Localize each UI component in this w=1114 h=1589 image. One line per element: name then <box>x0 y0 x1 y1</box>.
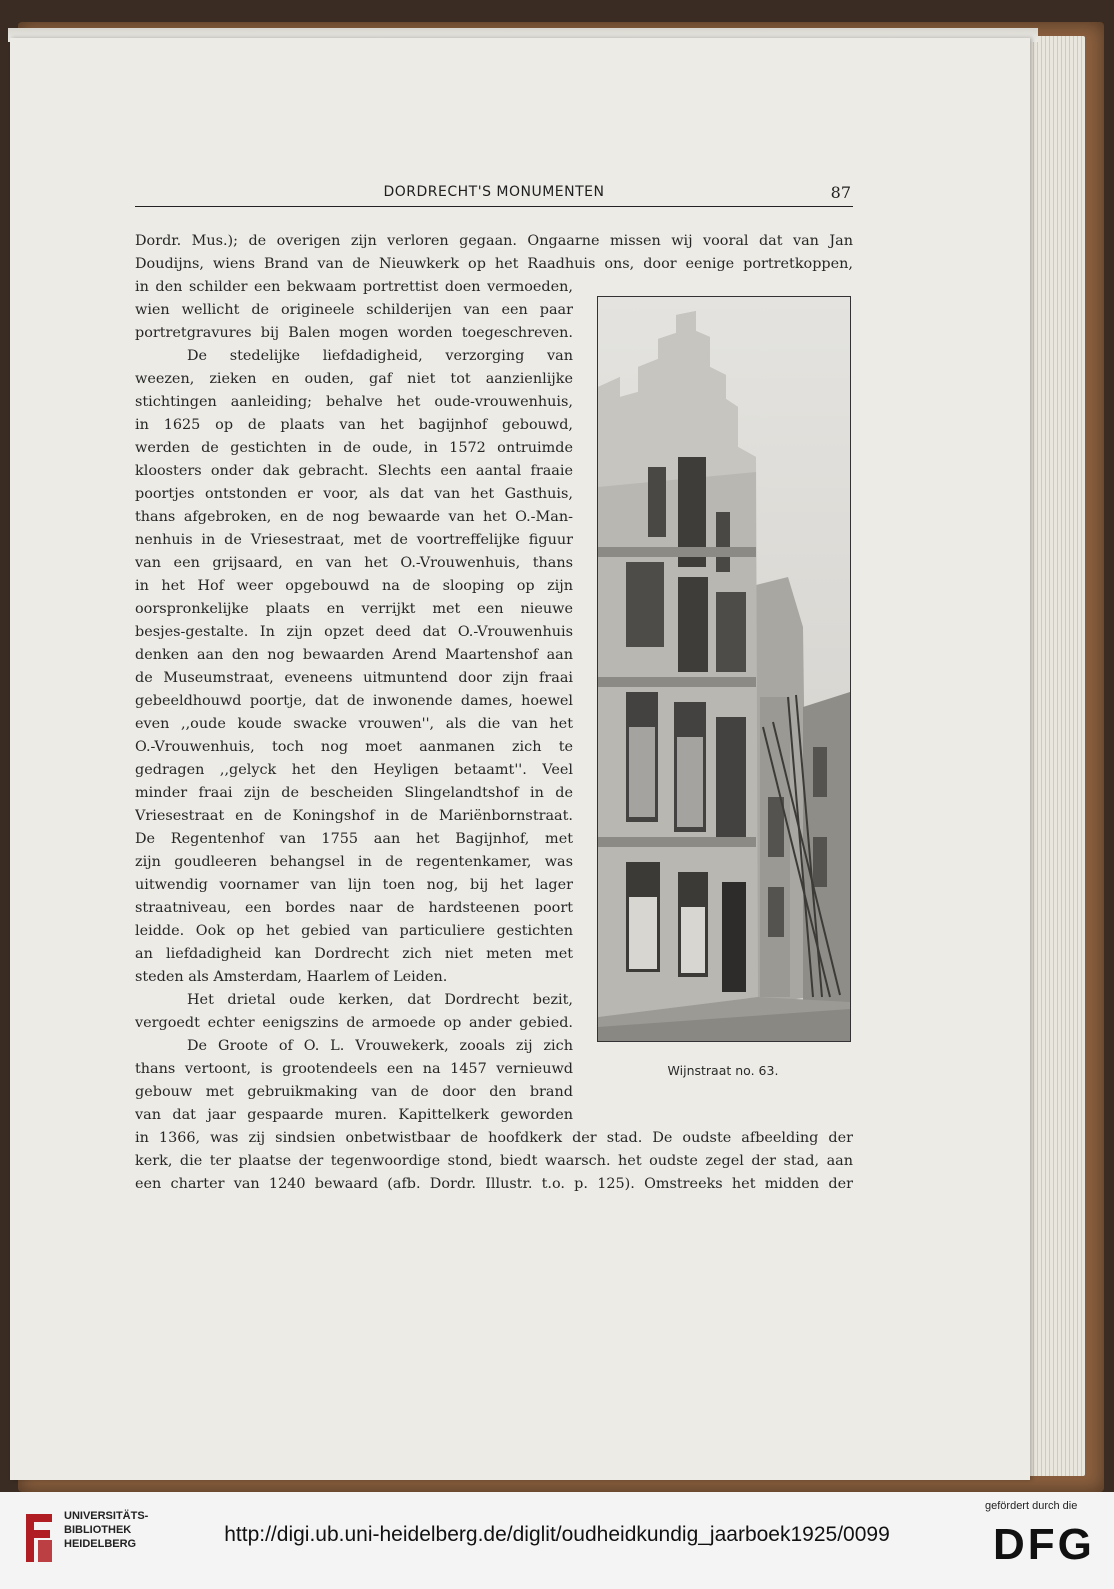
page-number: 87 <box>830 183 851 202</box>
text-line: De Groote of O. L. Vrouwekerk, zooals zij zich <box>187 1038 573 1054</box>
text-line: nenhuis in de Vriesestraat, met de voortreffelijke figuur <box>135 532 573 548</box>
text-line: minder fraai zijn de bescheiden Slingelandtshof in de <box>135 785 573 801</box>
building-photograph <box>597 296 851 1042</box>
text-line: De stedelijke liefdadigheid, verzorging van <box>187 348 573 364</box>
building-illustration <box>598 297 850 1041</box>
text-line: in het Hof weer opgebouwd na de slooping op zijn <box>135 578 573 594</box>
text-line: portretgravures bij Balen mogen worden toegeschreven. <box>135 325 573 341</box>
text-line: gebouw met gebruikmaking van de door den brand <box>135 1084 573 1100</box>
dfg-logo: DFG <box>993 1520 1095 1569</box>
text-line: O.-Vrouwenhuis, toch nog moet aanmanen zich te <box>135 739 573 755</box>
text-line: kloosters onder dak gebracht. Slechts een aantal fraaie <box>135 463 573 479</box>
text-line: weezen, zieken en ouden, gaf niet tot aanzienlijke <box>135 371 573 387</box>
text-line: straatniveau, een bordes naar de hardsteenen poort <box>135 900 573 916</box>
text-line: steden als Amsterdam, Haarlem of Leiden. <box>135 969 448 985</box>
library-name-line: HEIDELBERG <box>64 1538 137 1550</box>
text-line: van een grijsaard, en van het O.-Vrouwenhuis, thans <box>135 555 573 571</box>
text-line: stichtingen aanleiding; behalve het oude-vrouwenhuis, <box>135 394 573 410</box>
text-line: uitwendig voornamer van lijn toen nog, bij het lager <box>135 877 573 893</box>
footer-bar <box>0 1492 1114 1589</box>
text-line: van dat jaar gespaarde muren. Kapittelkerk geworden <box>135 1107 573 1123</box>
text-line: in den schilder een bekwaam portrettist doen vermoeden, <box>135 279 573 295</box>
figure-caption: Wijnstraat no. 63. <box>667 1063 779 1078</box>
text-line: in 1366, was zij sindsien onbetwistbaar de hoofdkerk der stad. De oudste afbeelding der <box>135 1130 853 1146</box>
text-line: vergoedt echter eenigszins de armoede op ander gebied. <box>135 1015 573 1031</box>
funder-label: gefördert durch die <box>985 1500 1078 1512</box>
text-line: kerk, die ter plaatse der tegenwoordige stond, biedt waarsch. het oudste zegel der stad, aan <box>135 1153 853 1169</box>
text-line: Doudijns, wiens Brand van de Nieuwkerk op het Raadhuis ons, door eenige portretkoppen, <box>135 256 853 272</box>
text-line: zijn goudleeren behangsel in de regentenkamer, was <box>135 854 573 870</box>
running-title: DORDRECHT'S MONUMENTEN <box>383 184 605 200</box>
text-line: De Regentenhof van 1755 aan het Bagijnhof, met <box>135 831 573 847</box>
text-line: thans afgebroken, en de nog bewaarde van het O.-Man- <box>135 509 573 525</box>
page-header <box>135 184 853 207</box>
text-line: denken aan den nog bewaarden Arend Maartenshof aan <box>135 647 573 663</box>
text-line: Dordr. Mus.); de overigen zijn verloren gegaan. Ongaarne missen wij vooral dat van Jan <box>135 233 853 249</box>
text-line: thans vertoont, is grootendeels een na 1457 vernieuwd <box>135 1061 573 1077</box>
text-line: Vriesestraat en de Koningshof in de Mariënbornstraat. <box>135 808 573 824</box>
text-line: Het drietal oude kerken, dat Dordrecht bezit, <box>187 992 573 1008</box>
text-line: de Museumstraat, eveneens uitmuntend door zijn fraai <box>135 670 573 686</box>
text-line: gebeeldhouwd poortje, dat de inwonende dames, hoewel <box>135 693 573 709</box>
library-name-line: UNIVERSITÄTS- <box>64 1510 149 1522</box>
text-line: an liefdadigheid kan Dordrecht zich niet meten met <box>135 946 573 962</box>
library-name-line: BIBLIOTHEK <box>64 1524 132 1536</box>
text-line: werden de gestichten in de oude, in 1572 ontruimde <box>135 440 573 456</box>
text-line: oorspronkelijke plaats en verrijkt met een nieuwe <box>135 601 573 617</box>
text-line: een charter van 1240 bewaard (afb. Dordr. Illustr. t.o. p. 125). Omstreeks het midden der <box>135 1176 853 1192</box>
text-line: poortjes ontstonden er voor, als dat van het Gasthuis, <box>135 486 573 502</box>
text-line: leidde. Ook op het gebied van particuliere gestichten <box>135 923 573 939</box>
text-line: in 1625 op de plaats van het bagijnhof gebouwd, <box>135 417 573 433</box>
text-line: even ,,oude koude swacke vrouwen'', als die van het <box>135 716 573 732</box>
text-line: gedragen ,,gelyck het den Heyligen betaamt''. Veel <box>135 762 573 778</box>
text-line: wien wellicht de origineele schilderijen van een paar <box>135 302 573 318</box>
text-line: besjes-gestalte. In zijn opzet deed dat O.-Vrouwenhuis <box>135 624 573 640</box>
permalink-url[interactable]: http://digi.ub.uni-heidelberg.de/diglit/oudheidkundig_jaarboek1925/0099 <box>224 1523 890 1546</box>
